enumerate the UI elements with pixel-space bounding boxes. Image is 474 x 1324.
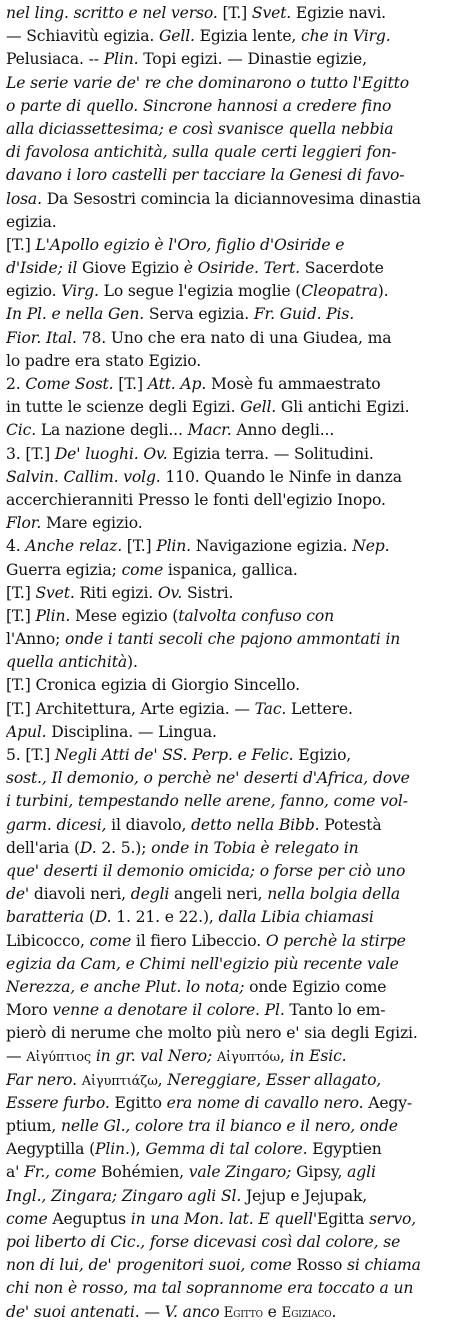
text-segment: Flor. xyxy=(6,514,42,533)
text-segment: alla diciassettesima; e così svanisce quella nebbia xyxy=(6,119,394,138)
text-segment: onde Egizio come xyxy=(244,977,387,996)
text-segment: Macr. xyxy=(187,421,232,440)
text-segment: in una Mon. lat. E quell' xyxy=(130,1209,317,1228)
text-line xyxy=(6,814,466,837)
text-segment: di favolosa antichità, sulla quale certi leggieri fon- xyxy=(6,143,397,162)
text-line xyxy=(6,303,466,326)
text-segment: Aegyptilla ( xyxy=(6,1140,96,1159)
text-line xyxy=(6,883,466,906)
text-segment: è Osiride. Tert. xyxy=(183,259,300,278)
text-segment: , xyxy=(157,1070,168,1089)
text-segment: Fr., xyxy=(24,1163,50,1182)
text-segment: diavoli neri, xyxy=(29,885,131,904)
text-segment: il diavolo, xyxy=(106,815,192,834)
text-line xyxy=(6,443,466,466)
text-line xyxy=(6,327,466,350)
text-segment: Essere furbo. xyxy=(6,1093,110,1112)
text-segment: Nerezza, e anche Plut. lo nota; xyxy=(6,977,245,996)
text-segment: Topi egizi. — Dinastie egizie, xyxy=(138,50,367,69)
text-segment: Αἰγυπτιάζω xyxy=(81,1073,158,1089)
text-line xyxy=(6,48,466,71)
text-segment: D. xyxy=(94,908,112,927)
text-segment: ), xyxy=(129,1140,146,1159)
text-segment: Plin. xyxy=(35,606,71,625)
text-segment: Le serie varie de' re che dominarono o tutto l'Egitto xyxy=(6,73,410,92)
text-segment: 1. 21. e 22.), xyxy=(111,908,219,927)
text-line xyxy=(6,396,466,419)
text-segment: onde i tanti secoli che pajono ammontati in xyxy=(65,630,401,649)
text-segment: losa. xyxy=(6,189,42,208)
text-segment: venne a denotare il colore. Pl. xyxy=(52,1001,285,1020)
text-segment: Egiziaco xyxy=(281,1304,332,1321)
text-segment: Ov. xyxy=(157,583,183,602)
text-line xyxy=(6,744,466,767)
text-segment: come xyxy=(89,931,132,950)
text-segment: baratteria xyxy=(6,908,85,927)
text-segment: pierò di nerume che molto più nero e' sia degli Egizi. xyxy=(6,1024,418,1043)
text-segment: Ingl., Zingara; Zingaro agli Sl. xyxy=(6,1186,242,1205)
text-segment: ptium, xyxy=(6,1117,61,1135)
text-segment: 110. Quando le Ninfe in danza xyxy=(160,467,402,486)
text-segment: 2. 5.); xyxy=(96,838,152,857)
text-segment: come xyxy=(49,1163,97,1182)
text-line xyxy=(6,72,466,95)
text-segment: Giove Egizio xyxy=(77,259,184,278)
text-segment: a' xyxy=(6,1163,25,1182)
text-segment: 3. [T.] xyxy=(6,444,55,463)
text-line xyxy=(6,651,466,674)
text-segment: Virg. xyxy=(61,282,99,301)
text-segment: come xyxy=(6,1209,48,1228)
text-segment: Come Sost. xyxy=(25,375,114,393)
text-segment: Fr. Guid. Pis. xyxy=(253,305,355,324)
text-segment: o parte di quello. Sincrone hannosi a credere fino xyxy=(6,96,392,115)
text-segment: De' luoghi. Ov. xyxy=(54,444,168,463)
text-line xyxy=(6,1138,466,1161)
text-segment: d'Iside; il xyxy=(6,259,78,278)
text-segment: Lo segue l'egizia moglie ( xyxy=(98,282,302,301)
text-segment: [T.] Architettura, Arte egizia. — xyxy=(6,699,255,718)
text-segment: Aeguptus xyxy=(47,1209,131,1228)
text-segment: Riti egizi. xyxy=(74,583,158,602)
text-segment: [T.] xyxy=(122,537,157,556)
text-segment: Αἰγύπτιος xyxy=(26,1050,92,1066)
text-segment: degli xyxy=(130,885,170,904)
text-segment: Rosso xyxy=(291,1256,348,1275)
text-line xyxy=(6,1231,466,1254)
text-segment: 78. Uno che era nato di una Giudea, ma xyxy=(76,328,392,347)
text-segment: l'Anno; xyxy=(6,630,66,649)
text-line xyxy=(6,1069,466,1092)
text-segment: Plin. xyxy=(156,537,191,556)
text-segment: ispanica, gallica. xyxy=(163,560,298,579)
text-segment: Sacerdote xyxy=(300,259,384,278)
text-segment: in gr. val Nero; xyxy=(91,1047,217,1066)
text-line xyxy=(6,1161,466,1184)
text-segment: detto nella Bibb. xyxy=(191,815,320,834)
text-line xyxy=(6,698,466,721)
text-line xyxy=(6,419,466,442)
text-line xyxy=(6,234,466,257)
text-segment: Egizie navi. xyxy=(291,4,386,22)
text-segment: Sistri. xyxy=(182,583,234,602)
text-segment: Serva egizia. xyxy=(144,305,254,324)
text-segment: Libicocco, xyxy=(6,931,90,950)
text-segment: onde in Tobia è relegato in xyxy=(151,838,359,857)
text-segment: Bohémien, xyxy=(96,1163,189,1182)
text-line xyxy=(6,1115,466,1138)
text-segment: [T.] xyxy=(6,583,36,602)
text-segment: Gell. xyxy=(158,27,195,46)
text-segment: que' deserti il demonio omicida; o forse per ciò uno xyxy=(6,861,406,880)
text-segment: Cleopatra xyxy=(301,282,378,301)
text-line xyxy=(6,767,466,790)
text-segment: Mese egizio ( xyxy=(70,606,179,625)
text-segment: dalla Libia chiamasi xyxy=(218,908,374,927)
text-segment: 2. xyxy=(6,375,26,393)
text-segment: come xyxy=(121,560,164,579)
text-segment: Egitto xyxy=(109,1093,167,1112)
text-line xyxy=(6,512,466,535)
text-segment: Egizia terra. — Solitudini. xyxy=(167,444,374,463)
text-line xyxy=(6,535,466,558)
text-line xyxy=(6,257,466,280)
text-segment: che in Virg. xyxy=(301,27,391,46)
text-segment: egizio. xyxy=(6,282,62,301)
text-segment: Disciplina. — Lingua. xyxy=(46,722,217,741)
text-segment: [T.] xyxy=(113,375,148,393)
text-segment: e xyxy=(262,1302,282,1321)
text-segment: Nep. xyxy=(352,537,390,556)
text-segment: Fior. Ital. xyxy=(6,328,77,347)
text-segment: il fiero Libeccio. xyxy=(131,931,266,950)
text-line xyxy=(6,350,466,373)
text-segment: ). xyxy=(377,282,389,301)
text-line xyxy=(6,95,466,118)
text-segment: Αἰγυπτόω xyxy=(216,1050,280,1066)
text-line xyxy=(6,1092,466,1115)
text-line xyxy=(6,466,466,489)
text-segment: Lettere. xyxy=(286,699,353,718)
text-segment: davano i loro castelli per tacciare la Genesi di favo- xyxy=(6,166,405,185)
text-segment: vale Zingaro; xyxy=(188,1163,292,1182)
text-segment: 5. [T.] xyxy=(6,746,55,764)
text-segment: La nazione degli... xyxy=(36,421,188,440)
text-line xyxy=(6,860,466,883)
text-segment: nel ling. scritto e nel verso. xyxy=(6,4,223,22)
text-segment: nella bolgia della xyxy=(267,885,401,904)
text-segment: Egizia lente, xyxy=(194,27,302,46)
text-line xyxy=(6,953,466,976)
text-segment: garm. dicesi, xyxy=(6,815,107,834)
text-segment: egizia da Cam, e Chimi nell'egizio più recente vale xyxy=(6,954,399,973)
text-segment: Mare egizio. xyxy=(41,514,143,533)
text-segment: angeli neri, xyxy=(169,885,268,904)
text-line xyxy=(6,674,466,697)
text-line xyxy=(6,1254,466,1277)
text-segment: in Esic. xyxy=(289,1047,347,1066)
text-segment: Pelusiaca. -- xyxy=(6,50,104,69)
text-segment: Cic. xyxy=(6,421,37,440)
text-segment: era nome di cavallo nero. xyxy=(166,1093,364,1112)
text-segment: ). xyxy=(127,653,138,672)
text-line xyxy=(6,1022,466,1045)
text-segment: in tutte le scienze degli Egizi. xyxy=(6,398,241,417)
text-segment: L'Apollo egizio è l'Oro, figlio d'Osiride e xyxy=(35,235,345,254)
text-segment: Gipsy, xyxy=(291,1163,348,1182)
text-line xyxy=(6,164,466,187)
text-segment: de' suoi antenati. — V. anco xyxy=(6,1302,220,1321)
text-line xyxy=(6,1301,466,1324)
text-segment: chi non è rosso, ma tal soprannome era toccato a un xyxy=(6,1279,414,1298)
text-segment: si chiama xyxy=(347,1256,421,1275)
text-line xyxy=(6,605,466,628)
text-segment: Gell. xyxy=(240,398,277,417)
text-segment: Navigazione egizia. xyxy=(190,537,353,556)
text-line xyxy=(6,211,466,234)
text-line xyxy=(6,559,466,582)
text-segment: accerchieranniti Presso le fonti dell'egizio Inopo. xyxy=(6,490,386,509)
text-segment: i turbini, tempestando nelle arene, fanno, come vol- xyxy=(6,792,408,811)
text-segment: Egyptien xyxy=(307,1140,382,1159)
text-segment: — Schiavitù egizia. xyxy=(6,27,159,46)
text-line xyxy=(6,1185,466,1208)
text-segment: Egitto xyxy=(219,1304,263,1321)
text-segment: Anno degli... xyxy=(231,421,335,440)
text-segment: Plin. xyxy=(103,50,139,69)
text-segment: egizia. xyxy=(6,212,57,231)
text-segment: dell'aria ( xyxy=(6,838,80,857)
text-line xyxy=(6,1045,466,1068)
text-segment: Guerra egizia; xyxy=(6,560,122,579)
text-segment: ( xyxy=(84,908,95,927)
text-segment: In Pl. e nella Gen. xyxy=(6,305,145,324)
text-segment: [T.] xyxy=(222,4,252,22)
text-segment: . xyxy=(331,1302,337,1321)
text-segment: D. xyxy=(79,838,97,857)
text-segment: sost., Il demonio, o perchè ne' deserti d'Africa, dove xyxy=(6,769,410,788)
text-line xyxy=(6,280,466,303)
text-segment: Moro xyxy=(6,1001,53,1020)
text-segment: quella antichità xyxy=(6,653,128,672)
text-segment: Apul. xyxy=(6,722,47,741)
text-segment: talvolta confuso con xyxy=(178,606,334,625)
text-segment: Svet. xyxy=(251,4,292,22)
text-segment: Aegy- xyxy=(363,1093,413,1112)
text-segment: Tac. xyxy=(254,699,287,718)
text-line xyxy=(6,373,466,396)
text-line xyxy=(6,930,466,953)
text-segment: Mosè fu ammaestrato xyxy=(206,375,381,393)
text-line xyxy=(6,2,466,25)
text-segment: Egitta xyxy=(317,1209,370,1228)
text-line xyxy=(6,976,466,999)
text-line xyxy=(6,25,466,48)
text-line xyxy=(6,628,466,651)
text-segment: servo, xyxy=(369,1209,417,1228)
text-line xyxy=(6,999,466,1022)
text-segment: Att. Ap. xyxy=(147,375,207,393)
text-line xyxy=(6,188,466,211)
text-line xyxy=(6,721,466,744)
text-segment: Jejup e Jejupak, xyxy=(241,1186,368,1205)
text-segment: Svet. xyxy=(35,583,75,602)
text-line xyxy=(6,906,466,929)
text-line xyxy=(6,790,466,813)
text-segment: [T.] xyxy=(6,235,36,254)
text-segment: Nereggiare, Esser allagato, xyxy=(167,1070,382,1089)
text-segment: non di lui, de' progenitori suoi, come xyxy=(6,1256,292,1275)
text-segment: Gemma di tal colore. xyxy=(145,1140,308,1159)
text-line xyxy=(6,489,466,512)
text-line xyxy=(6,1277,466,1300)
text-line xyxy=(6,1208,466,1231)
text-segment: Potestà xyxy=(319,815,382,834)
text-line xyxy=(6,141,466,164)
text-segment: nelle Gl., colore tra il bianco e il nero, onde xyxy=(60,1117,398,1135)
text-segment: — xyxy=(6,1047,27,1066)
text-line xyxy=(6,582,466,605)
text-segment: Far nero. xyxy=(6,1070,82,1089)
text-segment: Egizio, xyxy=(293,746,352,764)
text-segment: , xyxy=(280,1047,290,1066)
text-segment: Negli Atti de' SS. Perp. e Felic. xyxy=(54,746,294,764)
text-segment: poi liberto di Cic., forse dicevasi così dal colore, se xyxy=(6,1232,401,1251)
text-segment: 4. xyxy=(6,537,26,556)
text-segment: Tanto lo em- xyxy=(284,1001,386,1020)
text-segment: Plin. xyxy=(95,1140,130,1159)
text-segment: agli xyxy=(347,1163,376,1182)
text-segment: de' xyxy=(6,885,30,904)
text-segment: Gli antichi Egizi. xyxy=(276,398,410,417)
text-segment: Anche relaz. xyxy=(25,537,122,556)
text-segment: [T.] Cronica egizia di Giorgio Sincello. xyxy=(6,676,300,695)
text-segment: Salvin. Callim. volg. xyxy=(6,467,161,486)
text-segment: Da Sesostri comincia la diciannovesima dinastia xyxy=(41,189,421,208)
text-line xyxy=(6,118,466,141)
text-segment: O perchè la stirpe xyxy=(265,931,406,950)
text-segment: lo padre era stato Egizio. xyxy=(6,351,202,370)
text-segment: [T.] xyxy=(6,606,36,625)
text-line xyxy=(6,837,466,860)
